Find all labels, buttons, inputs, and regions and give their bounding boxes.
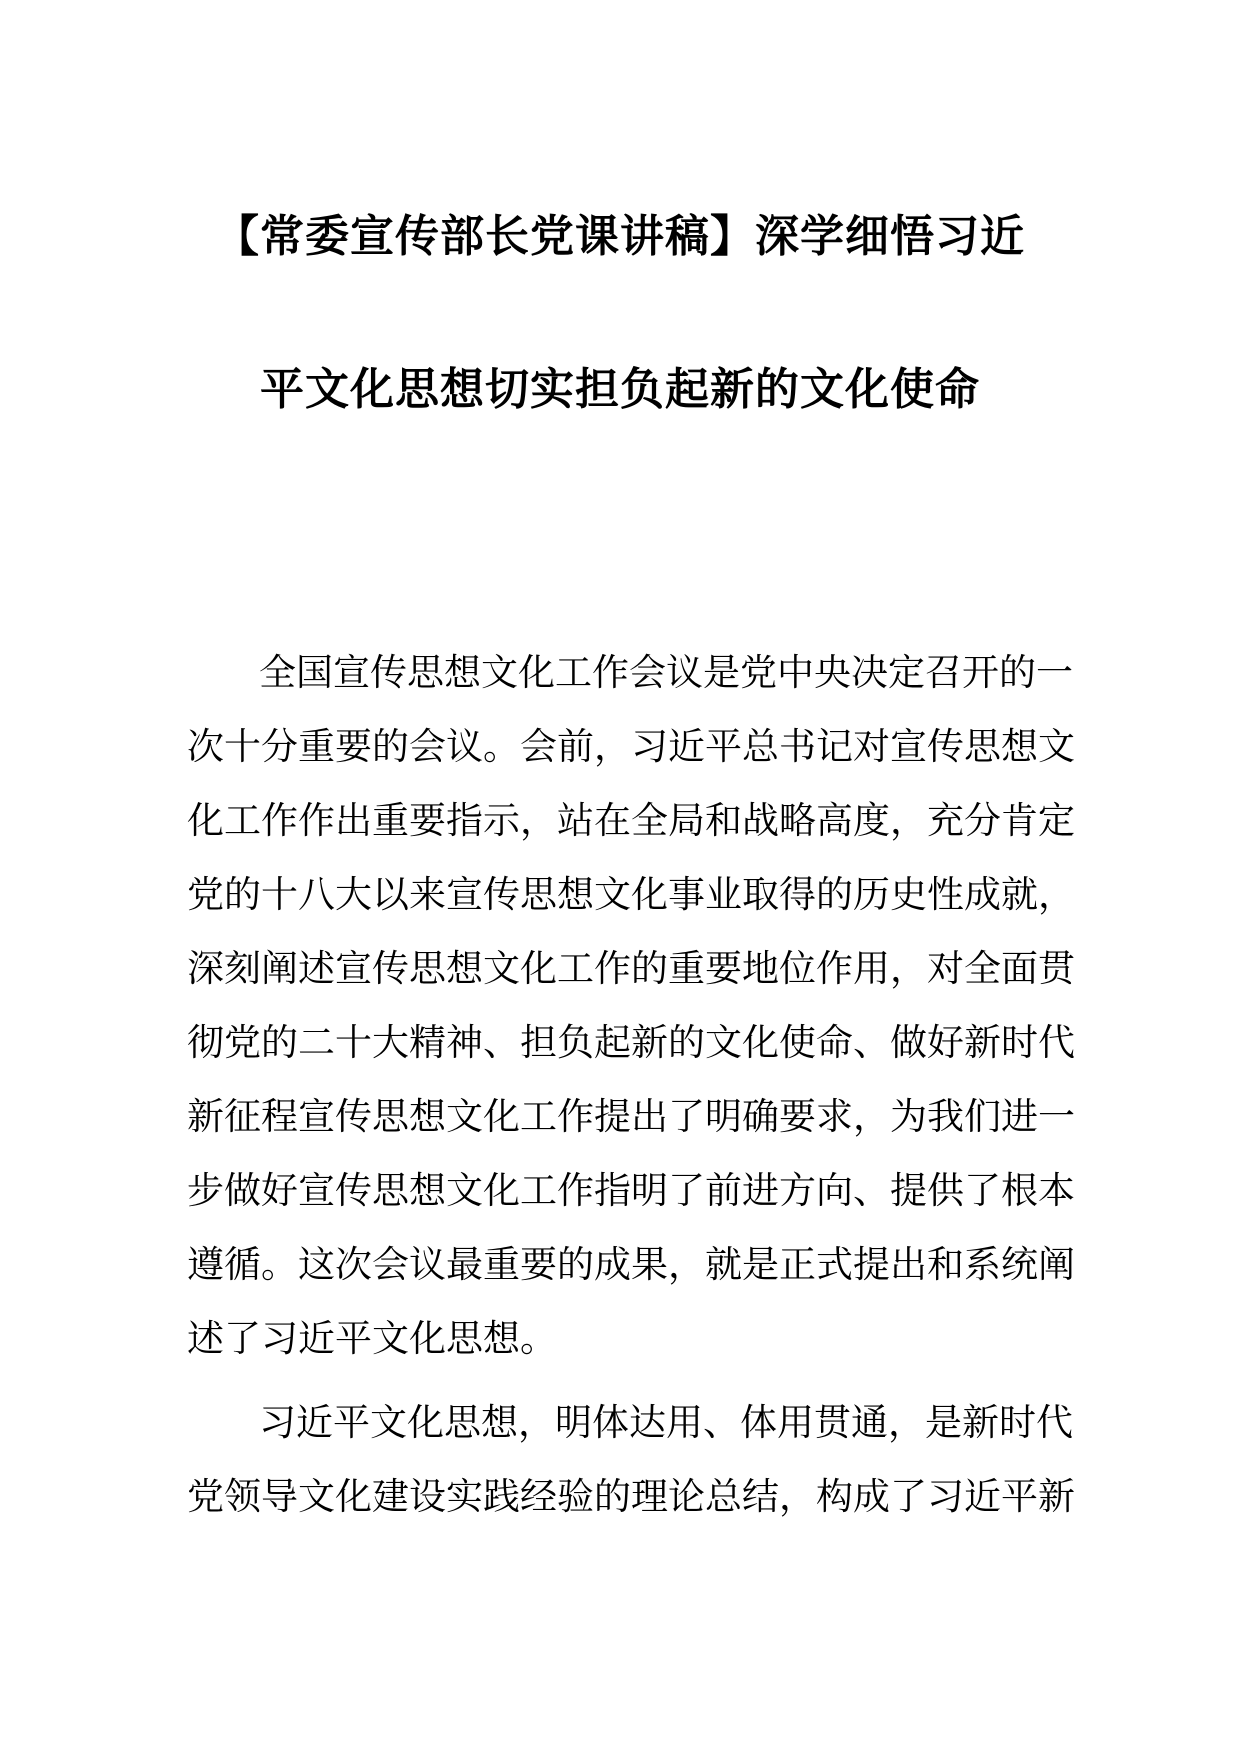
- paragraph-1-line-3: 化工作作出重要指示，站在全局和战略高度，充分肯定: [187, 799, 1075, 842]
- paragraph-1-line-5: 深刻阐述宣传思想文化工作的重要地位作用，对全面贯: [187, 947, 1075, 990]
- document-title-line-2: 平文化思想切实担负起新的文化使命: [260, 364, 980, 415]
- paragraph-1-line-2: 次十分重要的会议。会前，习近平总书记对宣传思想文: [187, 725, 1075, 768]
- paragraph-1-line-4: 党的十八大以来宣传思想文化事业取得的历史性成就，: [187, 873, 1075, 916]
- paragraph-2-line-1: 习近平文化思想，明体达用、体用贯通，是新时代: [259, 1401, 1073, 1444]
- paragraph-1-line-8: 步做好宣传思想文化工作指明了前进方向、提供了根本: [187, 1169, 1075, 1212]
- paragraph-1-line-7: 新征程宣传思想文化工作提出了明确要求，为我们进一: [187, 1095, 1075, 1138]
- document-title-line-1: 【常委宣传部长党课讲稿】深学细悟习近: [215, 211, 1025, 262]
- paragraph-1-line-6: 彻党的二十大精神、担负起新的文化使命、做好新时代: [187, 1021, 1075, 1064]
- paragraph-1-line-1: 全国宣传思想文化工作会议是党中央决定召开的一: [259, 651, 1073, 694]
- paragraph-1-line-9: 遵循。这次会议最重要的成果，就是正式提出和系统阐: [187, 1243, 1075, 1286]
- paragraph-2-line-2: 党领导文化建设实践经验的理论总结，构成了习近平新: [187, 1475, 1075, 1518]
- paragraph-1-line-10: 述了习近平文化思想。: [187, 1317, 557, 1360]
